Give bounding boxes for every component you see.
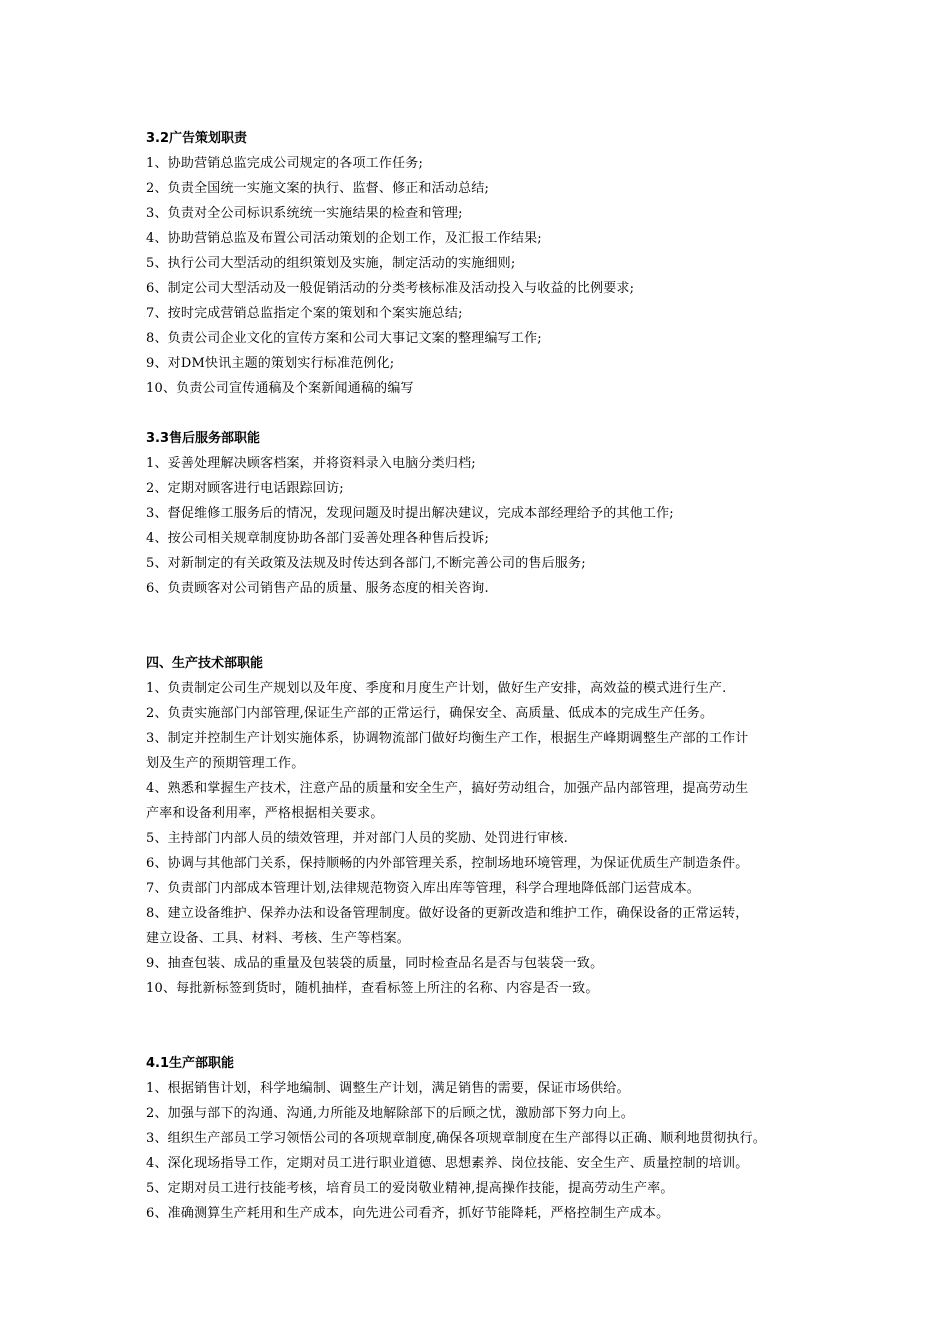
- list-item: 6、协调与其他部门关系，保持顺畅的内外部管理关系，控制场地环境管理，为保证优质生产制造条件。: [146, 856, 749, 871]
- list-item: 6、负责顾客对公司销售产品的质量、服务态度的相关咨询.: [146, 581, 489, 596]
- document-page: [146, 126, 846, 1226]
- list-item: 1、协助营销总监完成公司规定的各项工作任务;: [146, 156, 424, 171]
- list-item: 8、负责公司企业文化的宣传方案和公司大事记文案的整理编写工作;: [146, 331, 542, 346]
- list-item: 7、负责部门内部成本管理计划,法律规范物资入库出库等管理，科学合理地降低部门运营成本。: [146, 881, 701, 896]
- list-item: 4、按公司相关规章制度协助各部门妥善处理各种售后投诉;: [146, 531, 490, 546]
- section-after-sales: [146, 426, 846, 601]
- list-item: 5、定期对员工进行技能考核，培育员工的爱岗敬业精神,提高操作技能，提高劳动生产率。: [146, 1181, 674, 1196]
- section-heading: 3.3售后服务部职能: [146, 431, 261, 446]
- spacer: [146, 401, 846, 426]
- list-item: 1、妥善处理解决顾客档案，并将资料录入电脑分类归档;: [146, 456, 476, 471]
- spacer: [146, 601, 846, 651]
- list-item: 5、对新制定的有关政策及法规及时传达到各部门,不断完善公司的售后服务;: [146, 556, 586, 571]
- list-item: 10、每批新标签到货时，随机抽样，查看标签上所注的名称、内容是否一致。: [146, 981, 599, 996]
- list-item: 7、按时完成营销总监指定个案的策划和个案实施总结;: [146, 306, 463, 321]
- list-item: 3、负责对全公司标识系统统一实施结果的检查和管理;: [146, 206, 463, 221]
- list-item: 1、负责制定公司生产规划以及年度、季度和月度生产计划，做好生产安排，高效益的模式进行生产.: [146, 681, 727, 696]
- list-item: 4、协助营销总监及布置公司活动策划的企划工作，及汇报工作结果;: [146, 231, 542, 246]
- list-item: 8、建立设备维护、保养办法和设备管理制度。做好设备的更新改造和维护工作，确保设备的正常运转，: [146, 906, 749, 921]
- list-item-continuation: 建立设备、工具、材料、考核、生产等档案。: [146, 931, 411, 946]
- list-item: 9、抽查包装、成品的重量及包装袋的质量，同时检查品名是否与包装袋一致。: [146, 956, 604, 971]
- section-production-department: [146, 1051, 846, 1226]
- list-item: 5、主持部门内部人员的绩效管理，并对部门人员的奖励、处罚进行审核.: [146, 831, 569, 846]
- list-item: 4、熟悉和掌握生产技术，注意产品的质量和安全生产，搞好劳动组合，加强产品内部管理，提高劳动生: [146, 781, 749, 796]
- list-item: 2、加强与部下的沟通、沟通,力所能及地解除部下的后顾之忧，激励部下努力向上。: [146, 1106, 635, 1121]
- list-item: 3、制定并控制生产计划实施体系，协调物流部门做好均衡生产工作，根据生产峰期调整生产部的工作计: [146, 731, 749, 746]
- list-item: 1、根据销售计划，科学地编制、调整生产计划，满足销售的需要，保证市场供给。: [146, 1081, 630, 1096]
- list-item-continuation: 划及生产的预期管理工作。: [146, 756, 305, 771]
- list-item: 2、定期对顾客进行电话跟踪回访;: [146, 481, 344, 496]
- section-heading: 四、生产技术部职能: [146, 656, 264, 671]
- section-advertising-planning: [146, 126, 846, 401]
- list-item: 10、负责公司宣传通稿及个案新闻通稿的编写: [146, 381, 414, 396]
- section-heading: 4.1生产部职能: [146, 1056, 235, 1071]
- section-heading: 3.2广告策划职责: [146, 131, 248, 146]
- list-item: 3、组织生产部员工学习领悟公司的各项规章制度,确保各项规章制度在生产部得以正确、顺利地贯彻执行。: [146, 1131, 767, 1146]
- list-item: 2、负责全国统一实施文案的执行、监督、修正和活动总结;: [146, 181, 490, 196]
- list-item: 2、负责实施部门内部管理,保证生产部的正常运行，确保安全、高质量、低成本的完成生产任务。: [146, 706, 714, 721]
- list-item: 3、督促维修工服务后的情况，发现问题及时提出解决建议，完成本部经理给予的其他工作;: [146, 506, 674, 521]
- list-item: 4、深化现场指导工作，定期对员工进行职业道德、思想素养、岗位技能、安全生产、质量控制的培训。: [146, 1156, 749, 1171]
- section-production-technology: [146, 651, 846, 1001]
- list-item-continuation: 产率和设备利用率，严格根据相关要求。: [146, 806, 384, 821]
- list-item: 5、执行公司大型活动的组织策划及实施，制定活动的实施细则;: [146, 256, 516, 271]
- spacer: [146, 1001, 846, 1051]
- list-item: 9、对DM快讯主题的策划实行标准范例化;: [146, 356, 395, 371]
- list-item: 6、准确测算生产耗用和生产成本，向先进公司看齐，抓好节能降耗，严格控制生产成本。: [146, 1206, 670, 1221]
- list-item: 6、制定公司大型活动及一般促销活动的分类考核标准及活动投入与收益的比例要求;: [146, 281, 635, 296]
